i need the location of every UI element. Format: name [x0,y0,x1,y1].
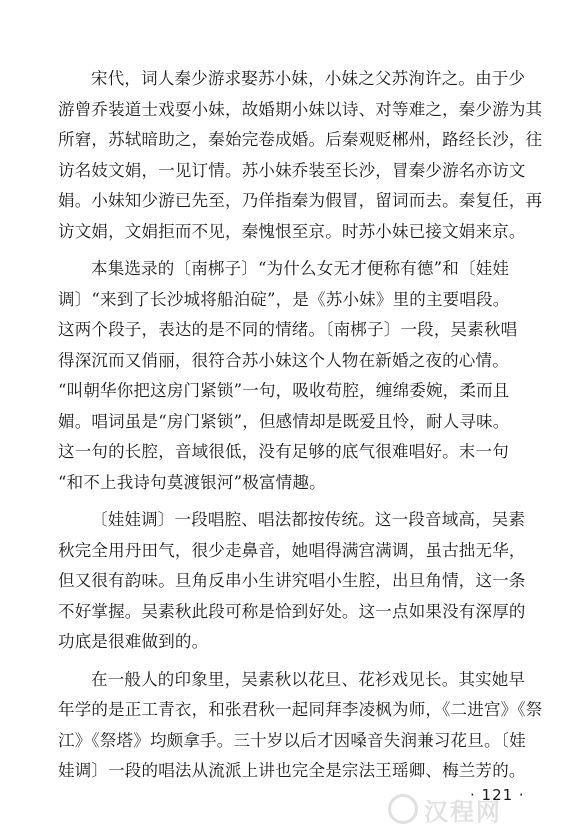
paragraph-1 [58,64,558,247]
watermark-logo-icon [388,794,418,824]
text-line: 这两个段子，表达的是不同的情绪。〔南梆子〕一段，吴素秋唱 [58,320,518,339]
text-line: 在一般人的印象里，吴素秋以花旦、花衫戏见长。其实她早 [91,669,526,689]
paragraph-4 [58,665,558,787]
text-line: 访文娟，文娟拒而不见，秦愧恨至京。时苏小妹已接文娟来京。 [58,221,526,241]
text-line: 但又很有韵味。旦角反串小生讲究唱小生腔，出旦角情，这一条 [58,571,526,590]
text-line: 媚。唱词虽是“房门紧锁”，但感情却是既爱且怜，耐人寻味。 [58,411,510,431]
text-line: 年学的是正工青衣，和张君秋一起同拜李凌枫为师，《二进宫》《祭 [58,700,543,719]
text-line: 不好掌握。吴素秋此段可称是恰到好处。这一点如果没有深厚的 [58,601,526,621]
page-body [58,64,558,794]
text-line: 这一句的长腔，音域很低，没有足够的底气很难唱好。末一句 [58,442,509,461]
watermark-text: 汉程网 [424,797,502,826]
text-line: 得深沉而又俏丽，很符合苏小妹这个人物在新婚之夜的心情。 [58,350,509,370]
paragraph-2 [58,254,558,498]
text-line: 游曾乔装道士戏耍小妹，故婚期小妹以诗、对等难之，秦少游为其 [58,99,543,119]
watermark [388,792,578,826]
text-line: 访名妓文娟，一见订情。苏小妹乔装至长沙，冒秦少游名亦访文 [58,160,526,180]
text-line: 〔娃娃调〕一段唱腔、唱法都按传统。这一段音域高，吴素 [91,510,526,529]
text-line: “和不上我诗句莫渡银河”极富情趣。 [58,472,326,492]
text-line: 功底是很难做到的。 [58,632,209,651]
text-line: 江》《祭塔》均颇拿手。三十岁以后才因嗓音失润兼习花旦。〔娃 [58,730,526,750]
text-line: 娟。小妹知少游已先至，乃佯指秦为假冒，留词而去。秦复任，再 [58,191,543,210]
text-line: 秋完全用丹田气，很少走鼻音，她唱得满宫满调，虽古拙无华， [58,540,526,560]
text-line: “叫朝华你把这房门紧锁”一句，吸收苟腔，缠绵委婉，柔而且 [58,381,510,400]
page-number: · 121 · [470,786,525,804]
text-line: 所窘，苏轼暗助之，秦始完卷成婚。后秦观贬郴州，路经长沙，往 [58,130,543,149]
paragraph-3 [58,505,558,658]
text-line: 宋代，词人秦少游求娶苏小妹，小妹之父苏洵许之。由于少 [91,69,526,88]
text-line: 调〕“来到了长沙城将船泊碇”，是《苏小妹》里的主要唱段。 [58,289,510,309]
text-line: 本集选录的〔南梆子〕“为什么女无才便称有德”和〔娃娃 [91,259,510,278]
text-line: 娃调〕一段的唱法从流派上讲也完全是宗法王瑶卿、梅兰芳的。 [58,761,526,780]
